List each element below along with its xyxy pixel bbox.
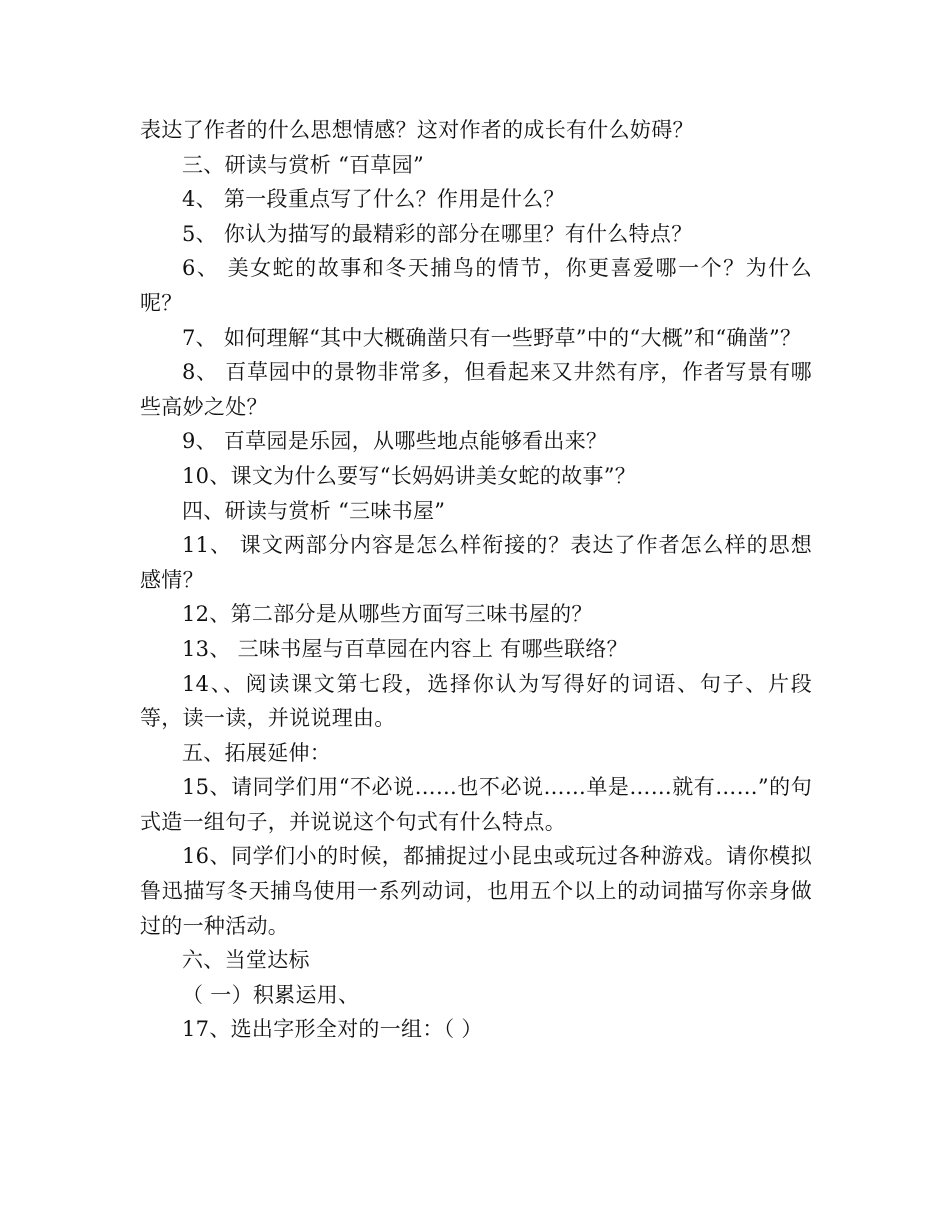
question-10: 10、课文为什么要写“长妈妈讲美女蛇的故事”？ [182,463,637,488]
question-11: 11、 课文两部分内容是怎么样衔接的？表达了作者怎么样的思想感情？ [140,533,812,592]
question-12: 12、第二部分是从哪些方面写三味书屋的？ [182,602,593,627]
subsection-heading: （ 一）积累运用、 [182,982,360,1007]
section-heading-5: 五、拓展延伸： [182,740,332,765]
section-heading-4: 四、研读与赏析 “三味书屋” [182,498,446,523]
question-16: 16、同学们小的时候，都捕捉过小昆虫或玩过各种游戏。请你模拟鲁迅描写冬天捕鸟使用一系列动词，也用五个以上的动词描写你亲身做过的一种活动。 [140,844,812,938]
question-15: 15、请同学们用“不必说……也不必说……单是……就有……”的句式造一组句子，并说说这个句式有什么特点。 [140,775,812,834]
paragraph-1: 表达了作者的什么思想情感？这对作者的成长有什么妨碍？ [140,118,694,142]
question-13: 13、 三味书屋与百草园在内容上 有哪些联络？ [182,636,628,661]
question-5: 5、 你认为描写的最精彩的部分在哪里？有什么特点？ [182,221,693,246]
question-8: 8、 百草园中的景物非常多，但看起来又井然有序，作者写景有哪些高妙之处？ [140,360,812,419]
document-page [140,113,812,1047]
question-17: 17、选出字形全对的一组：（ ） [182,1017,483,1042]
section-heading-6: 六、当堂达标 [182,948,310,973]
question-4: 4、 第一段重点写了什么？作用是什么？ [182,187,565,212]
question-7: 7、 如何理解“其中大概确凿只有一些野草”中的“大概”和“确凿”？ [182,325,802,350]
question-14: 14、、阅读课文第七段，选择你认为写得好的词语、句子、片段等，读一读，并说说理由。 [140,671,812,731]
question-9: 9、 百草园是乐园，从哪些地点能够看出来？ [182,429,608,454]
question-6: 6、 美女蛇的故事和冬天捕鸟的情节，你更喜爱哪一个？为什么呢？ [140,256,812,315]
section-heading-3: 三、研读与赏析 “百草园” [182,152,425,177]
